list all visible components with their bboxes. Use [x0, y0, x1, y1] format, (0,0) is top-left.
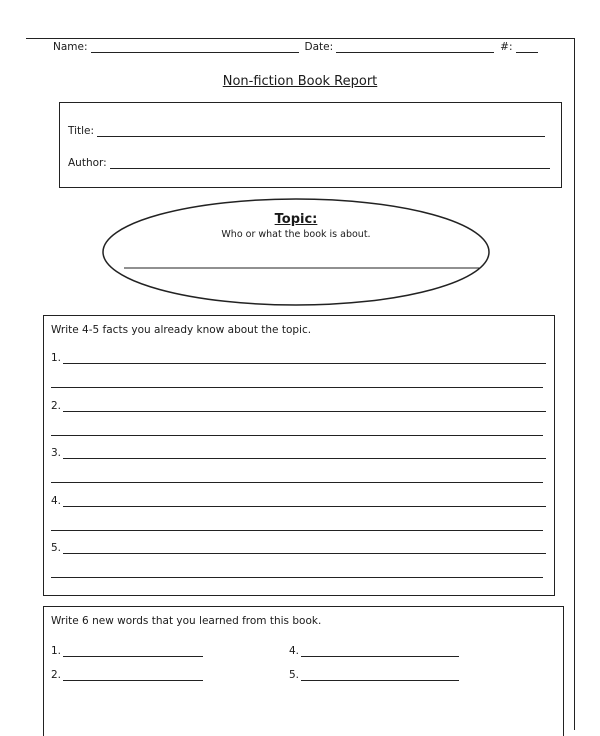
word-2 — [51, 669, 203, 681]
fact-line[interactable] — [63, 400, 546, 412]
name-label: Name: — [53, 41, 88, 53]
fact-1 — [51, 352, 546, 364]
date-line[interactable] — [336, 41, 494, 53]
fact-5 — [51, 542, 546, 554]
fact-2 — [51, 400, 546, 412]
word-line[interactable] — [301, 645, 459, 657]
word-line[interactable] — [63, 669, 203, 681]
word-line[interactable] — [301, 669, 459, 681]
word-number: 1. — [51, 645, 62, 657]
fact-number: 5. — [51, 542, 62, 554]
topic-heading: Topic: — [274, 212, 318, 227]
word-1 — [51, 645, 203, 657]
number-line[interactable] — [516, 41, 538, 53]
words-prompt: Write 6 new words that you learned from this book. — [51, 615, 322, 627]
name-line[interactable] — [91, 41, 299, 53]
title-line[interactable] — [97, 125, 545, 137]
words-box — [43, 606, 564, 736]
fact-number: 2. — [51, 400, 62, 412]
fact-number: 4. — [51, 495, 62, 507]
fact-line[interactable] — [51, 566, 543, 578]
fact-line[interactable] — [63, 542, 546, 554]
fact-4 — [51, 495, 546, 507]
number-label: #: — [500, 41, 513, 53]
top-rule — [26, 38, 575, 39]
word-4 — [289, 645, 459, 657]
facts-prompt: Write 4-5 facts you already know about the topic. — [51, 324, 312, 336]
title-field — [68, 125, 545, 137]
word-number: 4. — [289, 645, 300, 657]
author-line[interactable] — [110, 157, 550, 169]
author-label: Author: — [68, 157, 107, 169]
topic-prompt: Who or what the book is about. — [221, 229, 371, 240]
title-label: Title: — [68, 125, 95, 137]
page-title: Non-fiction Book Report — [222, 74, 378, 89]
topic-heading-wrap — [100, 208, 492, 227]
facts-box — [43, 315, 555, 596]
header-fields — [53, 41, 538, 53]
fact-number: 1. — [51, 352, 62, 364]
fact-number: 3. — [51, 447, 62, 459]
fact-line[interactable] — [51, 424, 543, 436]
date-label: Date: — [304, 41, 334, 53]
book-info-box — [59, 102, 562, 188]
word-5 — [289, 669, 459, 681]
fact-line[interactable] — [51, 376, 543, 388]
fact-line[interactable] — [51, 471, 543, 483]
word-number: 5. — [289, 669, 300, 681]
word-line[interactable] — [63, 645, 203, 657]
fact-line[interactable] — [63, 352, 546, 364]
right-rule — [574, 38, 575, 730]
fact-line[interactable] — [51, 519, 543, 531]
fact-line[interactable] — [63, 495, 546, 507]
page-title-wrap — [0, 70, 600, 89]
word-number: 2. — [51, 669, 62, 681]
fact-3 — [51, 447, 546, 459]
fact-line[interactable] — [63, 447, 546, 459]
author-field — [68, 157, 550, 169]
